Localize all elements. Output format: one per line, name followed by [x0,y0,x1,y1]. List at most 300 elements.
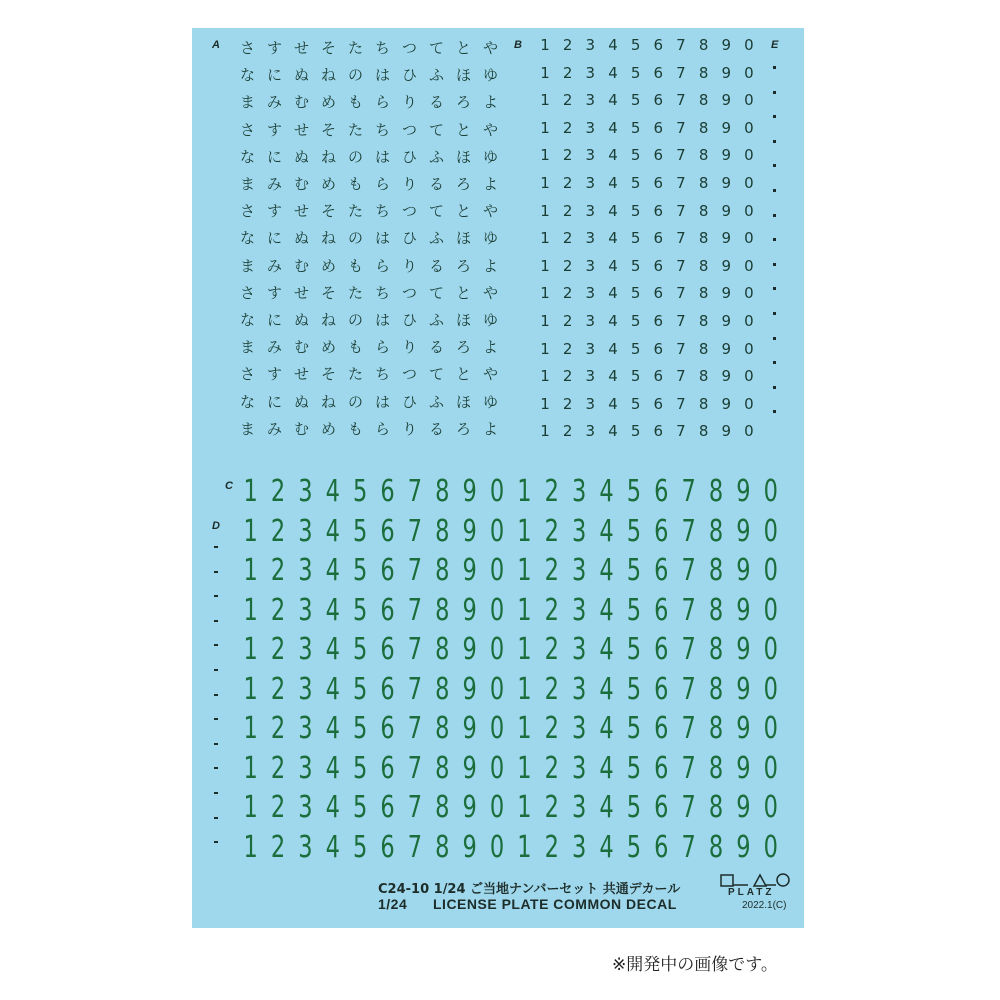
small-digit: 0 [744,422,754,441]
large-digit: 6 [654,671,669,707]
small-digit: 0 [744,174,754,192]
large-digit: 6 [654,829,669,865]
large-digit: 0 [489,671,505,707]
large-digit: 4 [325,474,340,509]
large-digit: 7 [407,750,423,786]
small-digit: 8 [698,201,709,220]
large-digit-row [237,593,785,628]
kana-character: ま [239,93,255,112]
kana-character: せ [293,365,309,384]
large-digit: 7 [681,711,696,746]
kana-character: そ [320,283,336,302]
large-digit: 5 [353,711,368,746]
large-digit: 9 [736,632,751,667]
large-digit: 7 [681,632,696,667]
small-digit: 8 [698,146,709,165]
large-digit: 5 [353,790,368,825]
large-digit-row [237,632,785,667]
small-digit: 8 [698,367,709,386]
kana-character: り [401,256,417,275]
separator-dot [773,140,776,143]
separator-dot [773,189,776,192]
small-digit: 7 [676,394,686,413]
large-digit: 2 [544,711,559,746]
kana-character: す [266,365,282,384]
separator-dot [773,214,776,217]
kana-character: に [266,66,282,85]
kana-character: ち [374,202,390,221]
small-digit: 5 [630,367,641,386]
kana-character: よ [482,175,498,193]
large-digit: 5 [626,632,642,667]
separator-dash [214,841,218,843]
large-digit: 7 [681,553,696,588]
large-digit: 1 [517,671,532,707]
large-digit: 3 [572,553,587,588]
large-digit: 3 [572,711,587,746]
small-digit: 2 [562,312,573,330]
date-code: 2022.1(C) [742,900,787,911]
large-digit: 8 [708,829,724,865]
kana-character: は [374,311,390,329]
large-digit: 0 [489,592,505,628]
small-digit: 8 [698,284,709,303]
kana-character: た [347,202,363,221]
small-digit-row [536,146,758,164]
large-digit: 0 [763,474,778,509]
large-digit: 6 [380,829,395,865]
small-digit: 7 [676,312,686,330]
large-digit: 6 [380,553,395,588]
large-digit: 3 [298,829,313,865]
separator-dash [214,669,218,671]
kana-character: そ [320,39,336,57]
kana-character: ほ [455,229,471,248]
small-digit-row [536,202,758,220]
large-digit: 6 [654,592,669,628]
kana-character: る [428,419,444,438]
small-digit: 5 [630,256,641,275]
small-digit-row [536,174,758,192]
small-digit: 6 [653,339,664,358]
small-digit: 1 [540,367,550,386]
kana-character: ひ [401,311,417,329]
subtitle-scale: 1/24 [378,896,408,912]
large-digit: 2 [270,513,286,549]
small-digit-row [536,312,758,330]
small-digit-row [536,422,758,440]
kana-character: さ [239,202,255,221]
kana-character: め [320,338,336,357]
small-digit: 7 [676,229,686,248]
large-digit: 1 [243,474,258,509]
kana-character: て [428,202,444,221]
large-digit: 2 [544,671,559,707]
large-digit: 4 [325,750,340,786]
large-digit: 5 [626,790,642,825]
large-digit: 2 [270,711,286,746]
separator-dash [214,792,218,794]
large-digit: 4 [599,474,614,509]
small-digit: 3 [585,284,596,303]
small-digit: 2 [562,63,573,82]
large-digit-row [237,830,785,865]
small-digit: 6 [653,36,664,54]
large-digit: 5 [626,671,642,707]
kana-character: も [347,338,363,357]
small-digit: 7 [676,91,686,110]
small-digit: 1 [540,146,550,165]
large-digit: 3 [298,513,313,549]
small-digit: 6 [653,118,664,137]
small-digit: 3 [585,174,596,192]
kana-character: め [320,256,336,275]
small-digit: 2 [562,91,573,110]
separator-dash [214,767,218,769]
small-digit: 2 [562,339,573,358]
small-digit: 6 [653,91,664,110]
large-digit: 8 [435,592,450,628]
kana-character: ゆ [482,311,498,329]
kana-character: て [428,39,444,57]
small-digit: 4 [608,229,618,248]
large-digit: 0 [763,553,778,588]
small-digit: 9 [721,91,732,110]
separator-dash [214,718,218,720]
kana-character: ね [320,392,336,411]
kana-character: る [428,256,444,275]
small-digit: 2 [562,201,573,220]
large-digit: 2 [270,671,286,707]
separator-dot [773,312,776,315]
large-digit: 7 [681,513,696,549]
kana-character: む [293,419,309,438]
large-digit: 6 [380,474,395,509]
large-digit: 2 [544,513,559,549]
kana-character: つ [401,283,417,302]
kana-character: み [266,338,282,357]
large-digit: 4 [599,829,614,865]
small-digit: 6 [653,367,664,386]
large-digit: 4 [599,711,614,746]
kana-character: の [347,392,363,411]
kana-character: さ [239,365,255,384]
kana-character: も [347,93,363,112]
large-digit: 9 [736,829,751,865]
large-digit: 5 [626,513,642,549]
large-digit: 6 [654,553,669,588]
large-digit: 3 [572,790,587,825]
kana-character: す [266,120,282,139]
small-digit: 4 [608,174,618,192]
small-digit-row [536,367,758,385]
large-digit: 5 [353,513,368,549]
small-digit: 3 [585,36,596,54]
small-digit: 4 [608,367,618,386]
large-digit: 9 [462,750,477,786]
large-digit: 6 [654,711,669,746]
kana-character: せ [293,120,309,139]
small-digit: 5 [630,339,641,358]
small-digit: 1 [540,284,550,303]
kana-row [234,363,504,384]
small-digit: 2 [562,36,573,54]
kana-character: の [347,147,363,166]
separator-dash [214,644,218,646]
small-digit-row [536,340,758,358]
kana-character: は [374,147,390,166]
separator-dash [214,546,218,548]
large-digit: 8 [435,474,450,509]
kana-row [234,173,504,194]
small-digit: 6 [653,256,664,275]
large-digit: 4 [599,632,614,667]
large-digit: 9 [736,513,751,549]
kana-character: ろ [455,338,471,357]
small-digit: 1 [540,63,550,82]
small-digit: 8 [698,312,709,330]
small-digit: 4 [608,284,618,303]
kana-character: ぬ [293,229,309,248]
kana-character: る [428,93,444,112]
large-digit: 6 [380,750,395,786]
kana-character: に [266,311,282,329]
small-digit: 6 [653,146,664,165]
kana-character: め [320,419,336,438]
large-digit: 8 [435,553,450,588]
small-digit: 1 [540,36,550,54]
kana-character: せ [293,39,309,57]
small-digit-row [536,36,758,54]
large-digit: 9 [462,790,477,825]
small-digit: 4 [608,63,618,82]
kana-character: り [401,338,417,357]
large-digit: 4 [325,829,340,865]
kana-character: す [266,39,282,57]
large-digit: 7 [681,829,696,865]
small-digit: 7 [676,367,686,386]
kana-character: ぬ [293,147,309,166]
large-digit: 4 [325,513,340,549]
large-digit: 6 [654,513,669,549]
kana-character: み [266,419,282,438]
kana-row [234,309,504,330]
large-digit: 7 [407,592,423,628]
small-digit: 1 [540,174,550,192]
large-digit: 6 [654,790,669,825]
kana-character: と [455,120,471,139]
large-digit: 8 [708,513,724,549]
small-digit: 7 [676,422,686,441]
small-digit: 3 [585,422,596,441]
section-label-b: B [514,39,522,51]
separator-dot [773,287,776,290]
kana-character: も [347,256,363,275]
kana-character: よ [482,338,498,357]
large-digit: 5 [353,671,368,707]
small-digit: 0 [744,91,754,110]
kana-character: む [293,338,309,357]
product-title: C24-10 1/24 ご当地ナンバーセット 共通デカール [378,882,681,897]
kana-character: ふ [428,147,444,166]
small-digit: 1 [540,91,550,110]
small-digit: 9 [721,312,732,330]
large-digit: 4 [325,553,340,588]
large-digit: 9 [462,553,477,588]
small-digit: 8 [698,339,709,358]
small-digit-row [536,395,758,413]
large-digit: 1 [517,750,532,786]
separator-dash [214,571,218,573]
small-digit: 9 [721,174,732,192]
small-digit-row [536,119,758,137]
small-digit: 0 [744,201,754,220]
small-digit: 5 [630,91,641,110]
small-digit: 3 [585,394,596,413]
small-digit: 3 [585,339,596,358]
kana-character: は [374,392,390,411]
large-digit: 4 [325,790,340,825]
large-digit: 9 [462,671,477,707]
large-digit: 6 [380,632,395,667]
large-digit: 1 [243,711,258,746]
large-digit: 9 [462,513,477,549]
small-digit: 6 [653,312,664,330]
small-digit: 6 [653,201,664,220]
large-digit: 7 [407,474,423,509]
small-digit: 7 [676,256,686,275]
small-digit: 2 [562,394,573,413]
large-digit: 3 [572,671,587,707]
section-label-d: D [212,520,220,532]
kana-character: ね [320,147,336,166]
separator-dot [773,115,776,118]
kana-character: め [320,93,336,112]
kana-character: ろ [455,419,471,438]
small-digit: 6 [653,394,664,413]
small-digit-row [536,91,758,109]
small-digit: 8 [698,229,709,248]
small-digit: 6 [653,229,664,248]
large-digit-row [237,474,785,509]
small-digit: 4 [608,256,618,275]
kana-character: り [401,93,417,112]
small-digit: 3 [585,312,596,330]
small-digit: 5 [630,118,641,137]
small-digit: 4 [608,394,618,413]
kana-character: な [239,66,255,85]
kana-character: む [293,93,309,112]
large-digit: 0 [489,513,505,549]
kana-character: ゆ [482,66,498,85]
small-digit: 6 [653,63,664,82]
large-digit: 2 [544,553,559,588]
small-digit: 4 [608,339,618,358]
large-digit: 1 [517,553,532,588]
kana-character: ろ [455,256,471,275]
separator-dot [773,386,776,389]
small-digit: 5 [630,229,641,248]
kana-character: ほ [455,147,471,166]
separator-dash [214,694,218,696]
large-digit: 2 [270,790,286,825]
small-digit: 7 [676,339,686,358]
large-digit: 2 [544,632,559,667]
large-digit: 7 [407,632,423,667]
small-digit: 8 [698,394,709,413]
kana-character: ろ [455,175,471,193]
large-digit: 5 [626,750,642,786]
small-digit: 7 [676,36,686,54]
small-digit: 2 [562,146,573,165]
small-digit: 9 [721,339,732,358]
kana-character: ゆ [482,147,498,166]
large-digit: 4 [325,671,340,707]
kana-character: そ [320,120,336,139]
kana-character: た [347,39,363,57]
kana-character: た [347,365,363,384]
kana-character: ひ [401,392,417,411]
large-digit: 8 [708,750,724,786]
small-digit: 3 [585,256,596,275]
large-digit: 0 [489,553,505,588]
kana-character: よ [482,93,498,112]
kana-row [234,91,504,112]
small-digit: 8 [698,174,709,192]
small-digit: 9 [721,367,732,386]
separator-dot [773,66,776,69]
kana-character: や [482,120,498,139]
separator-dot [773,238,776,241]
platz-logo [718,872,796,888]
kana-character: さ [239,120,255,139]
kana-character: や [482,39,498,57]
small-digit: 2 [562,284,573,303]
kana-character: ま [239,419,255,438]
large-digit: 3 [572,829,587,865]
small-digit: 9 [721,256,732,275]
small-digit: 0 [744,229,754,248]
kana-character: ひ [401,147,417,166]
small-digit: 0 [744,146,754,165]
small-digit: 3 [585,63,596,82]
kana-character: て [428,365,444,384]
large-digit: 6 [380,671,395,707]
kana-character: よ [482,419,498,438]
large-digit: 9 [736,711,751,746]
kana-character: ぬ [293,66,309,85]
separator-dash [214,620,218,622]
large-digit: 0 [763,829,778,865]
large-digit: 8 [708,790,724,825]
kana-character: な [239,147,255,166]
large-digit: 2 [270,829,286,865]
kana-character: よ [482,256,498,275]
large-digit: 5 [353,474,368,509]
kana-character: や [482,365,498,384]
large-digit: 2 [544,790,559,825]
small-digit: 6 [653,284,664,303]
large-digit: 8 [708,592,724,628]
large-digit: 5 [626,474,642,509]
large-digit-row [237,790,785,825]
large-digit: 5 [353,553,368,588]
kana-row [234,227,504,248]
small-digit: 8 [698,63,709,82]
large-digit: 3 [298,750,313,786]
separator-dot [773,361,776,364]
kana-row [234,255,504,276]
